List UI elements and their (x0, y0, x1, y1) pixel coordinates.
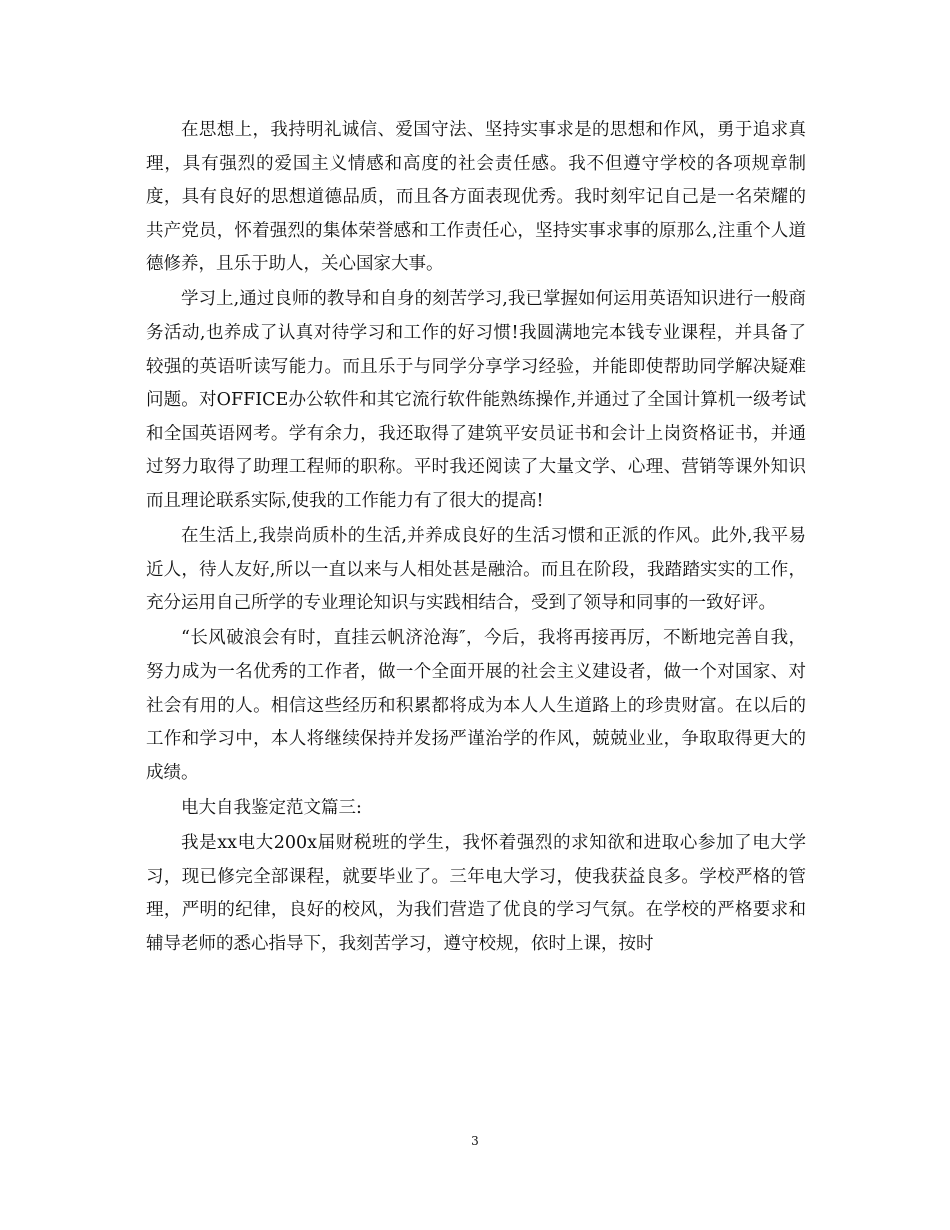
section-heading: 电大自我鉴定范文篇三: (181, 797, 362, 818)
paragraph-introduction: 我是xx电大200x届财税班的学生，我怀着强烈的求知欲和进取心参加了电大学习，现已修完全部课程，就要毕业了。三年电大学习，使我获益良多。学校严格的管理，严明的纪律，良好的校风，为我们营造了优良的学习气氛。在学校的严格要求和辅导老师的悉心指导下，我刻苦学习，遵守校规，依时上课，按时 (146, 832, 806, 954)
page-number: 3 (471, 1134, 479, 1148)
document-body (146, 114, 806, 963)
paragraph-study: 学习上,通过良师的教导和自身的刻苦学习,我已掌握如何运用英语知识进行一般商务活动,也养成了认真对待学习和工作的好习惯!我圆满地完本钱专业课程，并具备了较强的英语听读写能力。而且乐于与同学分享学习经验，并能即使帮助同学解决疑难问题。对OFFICE办公软件和其它流行软件能熟练操作,并通过了全国计算机一级考试和全国英语网考。学有余力，我还取得了建筑平安员证书和会计上岗资格证书，并通过努力取得了助理工程师的职称。平时我还阅读了大量文学、心理、营销等课外知识而且理论联系实际,使我的工作能力有了很大的提高! (146, 289, 806, 512)
paragraph-future: “长风破浪会有时，直挂云帆济沧海″，今后，我将再接再厉，不断地完善自我，努力成为一名优秀的工作者，做一个全面开展的社会主义建设者，做一个对国家、对社会有用的人。相信这些经历和积累都将成为本人人生道路上的珍贵财富。在以后的工作和学习中，本人将继续保持并发扬严谨治学的作风，兢兢业业，争取取得更大的成绩。 (146, 628, 806, 783)
paragraph-life: 在生活上,我崇尚质朴的生活,并养成良好的生活习惯和正派的作风。此外,我平易近人，待人友好,所以一直以来与人相处甚是融洽。而且在阶段，我踏踏实实的工作，充分运用自己所学的专业理论知识与实践相结合，受到了领导和同事的一致好评。 (146, 526, 806, 614)
paragraph-ideology: 在思想上，我持明礼诚信、爱国守法、坚持实事求是的思想和作风，勇于追求真理，具有强烈的爱国主义情感和高度的社会责任感。我不但遵守学校的各项规章制度，具有良好的思想道德品质，而且各方面表现优秀。我时刻牢记自己是一名荣耀的共产党员，怀着强烈的集体荣誉感和工作责任心，坚持实事求事的原那么,注重个人道德修养，且乐于助人，关心国家大事。 (146, 120, 806, 275)
